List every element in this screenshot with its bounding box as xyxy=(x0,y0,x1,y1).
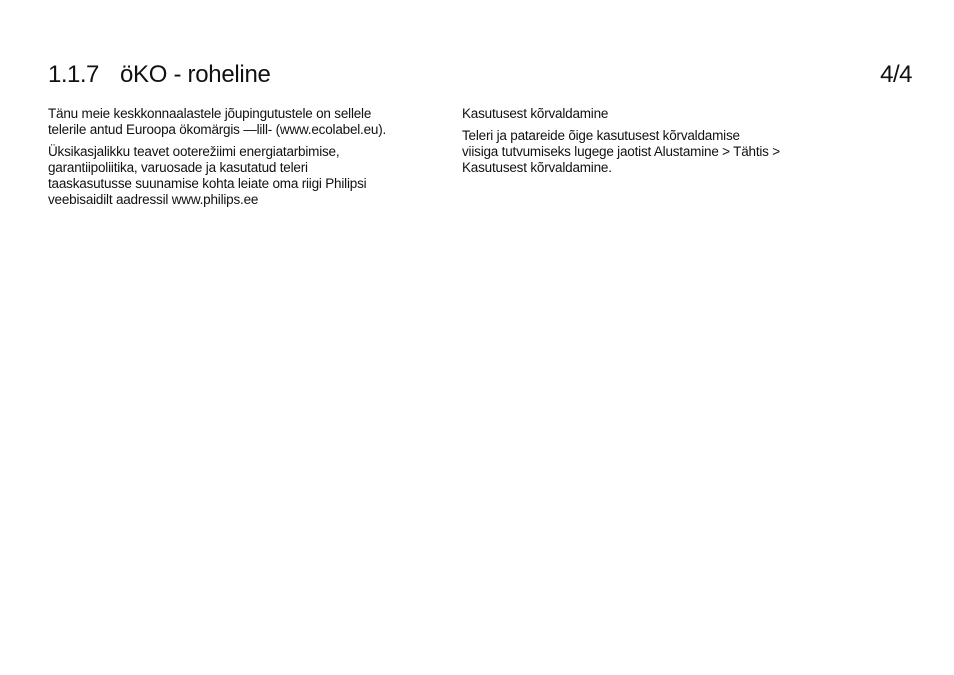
section-title: öKO - roheline xyxy=(120,61,271,88)
page-header xyxy=(48,60,912,94)
section-number: 1.1.7 xyxy=(48,61,99,88)
standby-info-paragraph: Üksikasjalikku teavet ooterežiimi energiatarbimise, garantiipoliitika, varuosade ja kasutatud teleri taaskasutusse suunamise kohta leiate oma riigi Philipsi veebisaidilt aadressil www.philips.ee xyxy=(48,144,367,207)
page-indicator: 4/4 xyxy=(880,61,912,88)
right-column xyxy=(462,106,862,182)
left-column xyxy=(48,106,443,214)
disposal-heading: Kasutusest kõrvaldamine xyxy=(462,106,609,121)
ecolabel-paragraph: Tänu meie keskkonnaalastele jõupingutustele on sellele telerile antud Euroopa ökomärgis —lill- (www.ecolabel.eu). xyxy=(48,106,387,137)
disposal-paragraph: Teleri ja patareide õige kasutusest kõrvaldamise viisiga tutvumiseks lugege jaotist Alustamine > Tähtis > Kasutusest kõrvaldamine. xyxy=(462,128,780,175)
